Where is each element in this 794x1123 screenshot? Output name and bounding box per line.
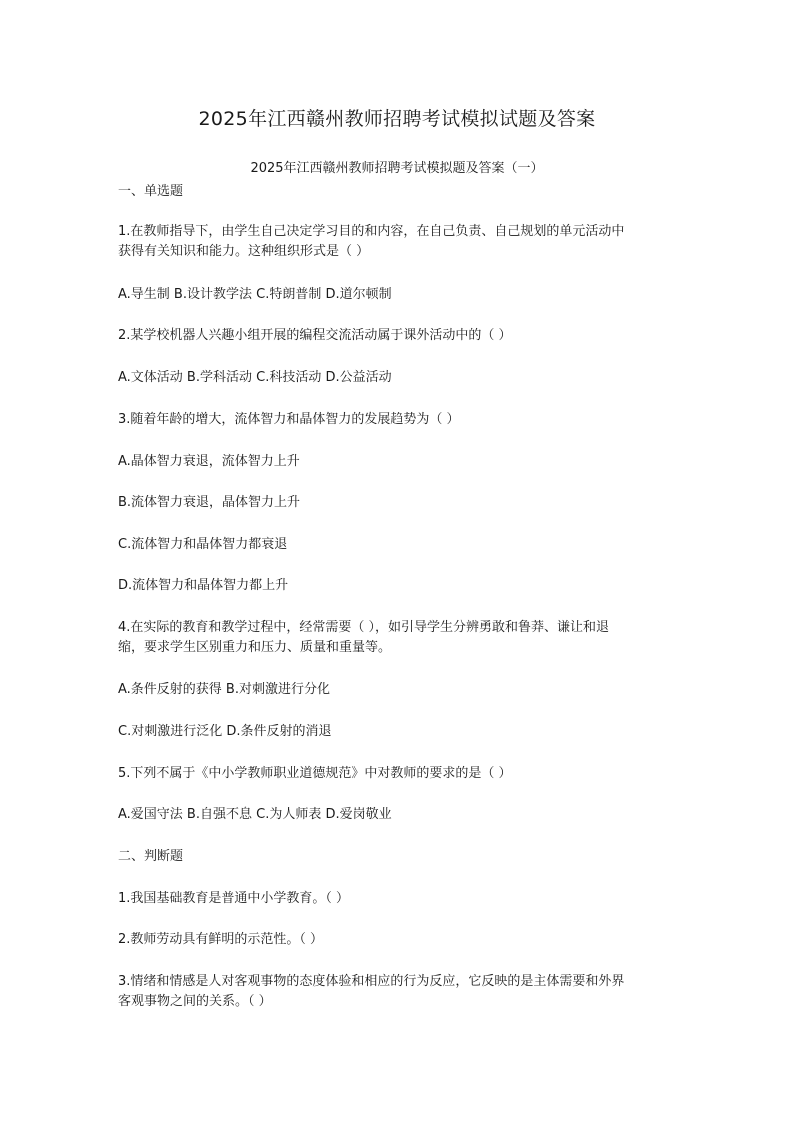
question-2-options: A.文体活动 B.学科活动 C.科技活动 D.公益活动 (118, 370, 392, 385)
question-3-option-d: D.流体智力和晶体智力都上升 (118, 578, 289, 593)
true-false-question-1: 1.我国基础教育是普通中小学教育。（ ） (118, 891, 350, 906)
true-false-question-2: 2.教师劳动具有鲜明的示范性。（ ） (118, 932, 324, 947)
question-4-stem-line-1: 4.在实际的教育和教学过程中，经常需要（ ），如引导学生分辨勇敢和鲁莽、谦让和退 (118, 620, 610, 635)
question-2-stem: 2.某学校机器人兴趣小组开展的编程交流活动属于课外活动中的（ ） (118, 328, 512, 343)
question-3-stem: 3.随着年龄的增大，流体智力和晶体智力的发展趋势为（ ） (118, 412, 460, 427)
document-title: 2025年江西赣州教师招聘考试模拟试题及答案 (198, 108, 596, 130)
document-subtitle: 2025年江西赣州教师招聘考试模拟题及答案（一） (250, 161, 544, 176)
question-3-option-c: C.流体智力和晶体智力都衰退 (118, 537, 288, 552)
question-5-stem: 5.下列不属于《中小学教师职业道德规范》中对教师的要求的是（ ） (118, 766, 512, 781)
question-5-options: A.爱国守法 B.自强不息 C.为人师表 D.爱岗敬业 (118, 807, 392, 822)
section-heading-single-choice: 一、单选题 (118, 184, 184, 199)
question-3-option-a: A.晶体智力衰退，流体智力上升 (118, 454, 300, 469)
section-heading-true-false: 二、判断题 (118, 849, 184, 864)
question-1-options: A.导生制 B.设计教学法 C.特朗普制 D.道尔顿制 (118, 287, 392, 302)
question-4-options-line-1: A.条件反射的获得 B.对刺激进行分化 (118, 682, 330, 697)
question-1-stem-line-1: 1.在教师指导下，由学生自己决定学习目的和内容，在自己负责、自己规划的单元活动中 (118, 224, 625, 239)
question-4-stem-line-2: 缩，要求学生区别重力和压力、质量和重量等。 (118, 640, 392, 655)
question-4-options-line-2: C.对刺激进行泛化 D.条件反射的消退 (118, 724, 332, 739)
question-1-stem-line-2: 获得有关知识和能力。这种组织形式是（ ） (118, 244, 370, 259)
question-3-option-b: B.流体智力衰退，晶体智力上升 (118, 495, 301, 510)
true-false-question-3-line-1: 3.情绪和情感是人对客观事物的态度体验和相应的行为反应，它反映的是主体需要和外界 (118, 974, 625, 989)
true-false-question-3-line-2: 客观事物之间的关系。（ ） (118, 994, 272, 1009)
